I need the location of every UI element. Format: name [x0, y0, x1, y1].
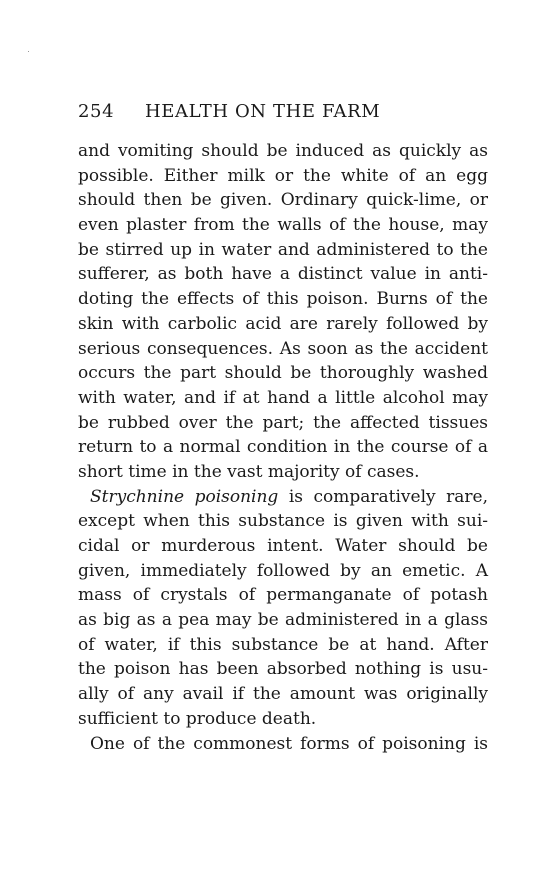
- text-run: is comparatively rare,: [278, 486, 488, 507]
- paragraph-start-line: One of the commonest forms of poisoning is: [90, 733, 488, 754]
- text-line: doting the effects of this poison. Burns of the: [78, 289, 488, 310]
- text-line: and vomiting should be induced as quickly as: [78, 141, 488, 161]
- paragraph-end-line: sufficient to produce death.: [78, 708, 317, 729]
- text-line: except when this substance is given with sui-: [78, 511, 488, 532]
- text-line: possible. Either milk or the white of an egg: [78, 165, 488, 186]
- text-line: return to a normal condition in the course of a: [78, 437, 488, 458]
- text-line: skin with carbolic acid are rarely followed by: [78, 313, 488, 334]
- text-line: serious consequences. As soon as the accident: [78, 338, 488, 359]
- text-line: with water, and if at hand a little alcohol may: [78, 387, 488, 408]
- text-line: cidal or murderous intent. Water should be: [78, 536, 488, 556]
- text-line: the poison has been absorbed nothing is usu-: [78, 659, 488, 680]
- paper-speck: [28, 51, 29, 52]
- text-line: ally of any avail if the amount was originally: [78, 684, 488, 705]
- text-line: even plaster from the walls of the house, may: [78, 215, 488, 236]
- paragraph-start-line: [78, 485, 488, 510]
- text-line: given, immediately followed by an emetic. A: [78, 560, 488, 581]
- paragraph-end-line: short time in the vast majority of cases.: [78, 461, 420, 482]
- text-line: of water, if this substance be at hand. After: [78, 634, 488, 655]
- text-line: occurs the part should be thoroughly washed: [78, 363, 488, 384]
- text-line: be stirred up in water and administered to the: [78, 239, 488, 260]
- text-line: mass of crystals of permanganate of potash: [78, 585, 488, 606]
- running-title: HEALTH ON THE FARM: [145, 101, 381, 122]
- text-line: sufferer, as both have a distinct value in anti-: [78, 264, 488, 285]
- text-line: should then be given. Ordinary quick-lime, or: [78, 190, 488, 211]
- body-text: [78, 139, 488, 756]
- text-line: as big as a pea may be administered in a glass: [78, 610, 488, 631]
- page-number: 254: [78, 101, 115, 122]
- text-line: be rubbed over the part; the affected tissues: [78, 412, 488, 433]
- running-head: [78, 101, 488, 125]
- italic-term: Strychnine poisoning: [90, 486, 279, 507]
